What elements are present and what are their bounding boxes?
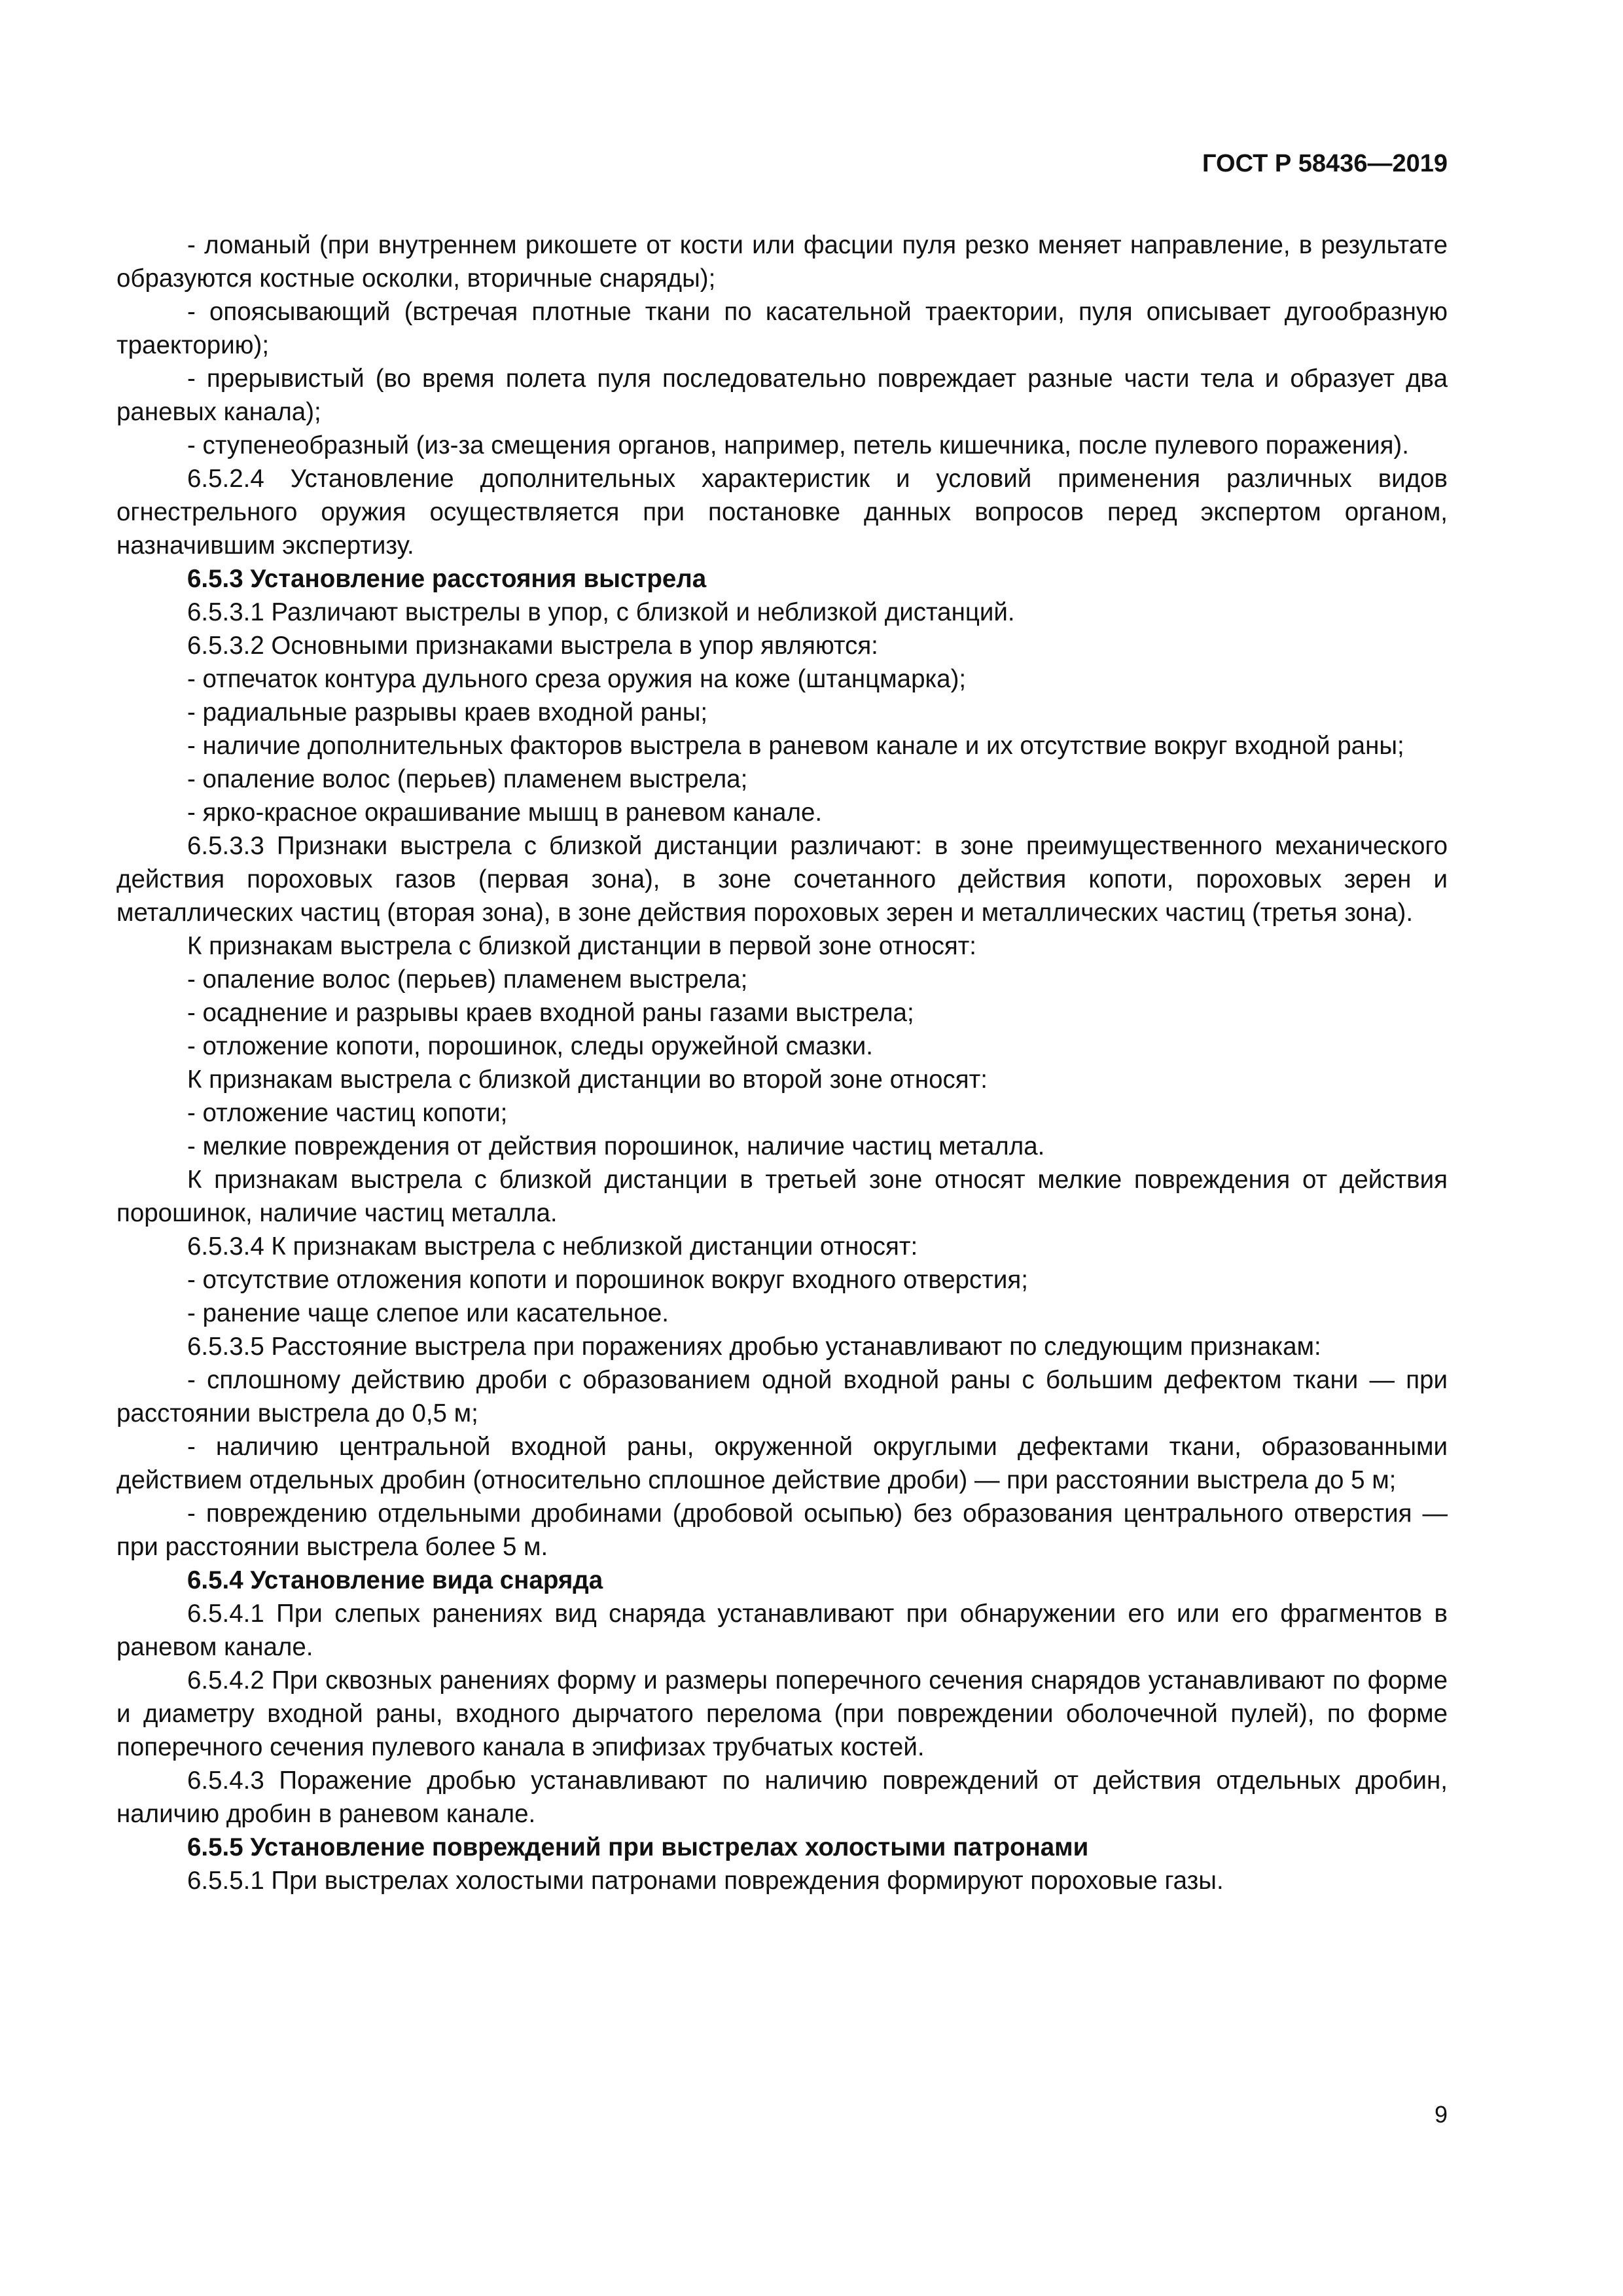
page-number: 9 — [1434, 2101, 1448, 2128]
document-body — [116, 228, 1448, 1897]
paragraph: 6.5.4.3 Поражение дробью устанавливают по наличию повреждений от действия отдельных дробин, наличию дробин в раневом канале. — [116, 1767, 1448, 1828]
paragraph: 6.5.4.1 При слепых ранениях вид снаряда устанавливают при обнаружении его или его фрагментов в раневом канале. — [116, 1600, 1448, 1661]
paragraph: 6.5.2.4 Установление дополнительных характеристик и условий применения различных видов огнестрельного оружия осуществляется при постановке данных вопросов перед экспертом органом, назначившим экспертизу. — [116, 465, 1448, 560]
list-item: - мелкие повреждения от действия порошинок, наличие частиц металла. — [187, 1132, 1045, 1160]
list-item: - сплошному действию дроби с образованием одной входной раны с большим дефектом ткани — при расстоянии выстрела до 0,5 м; — [116, 1366, 1448, 1427]
list-item: - ступенеобразный (из-за смещения органов, например, петель кишечника, после пулевого поражения). — [187, 431, 1409, 459]
list-item: - ранение чаще слепое или касательное. — [187, 1299, 669, 1327]
paragraph: 6.5.3.1 Различают выстрелы в упор, с близкой и неблизкой дистанций. — [187, 598, 1015, 626]
paragraph: 6.5.5.1 При выстрелах холостыми патронами повреждения формируют пороховые газы. — [187, 1867, 1224, 1895]
list-item: - опаление волос (перьев) пламенем выстрела; — [187, 965, 748, 994]
paragraph: К признакам выстрела с близкой дистанции в третьей зоне относят мелкие повреждения от действия порошинок, наличие частиц металла. — [116, 1166, 1448, 1227]
list-item: - наличие дополнительных факторов выстрела в раневом канале и их отсутствие вокруг входной раны; — [187, 732, 1404, 760]
list-item: - осаднение и разрывы краев входной раны газами выстрела; — [187, 999, 914, 1027]
paragraph: К признакам выстрела с близкой дистанции во второй зоне относят: — [187, 1066, 988, 1094]
list-item: - прерывистый (во время полета пуля последовательно повреждает разные части тела и образует два раневых канала); — [116, 365, 1448, 426]
list-item: - отложение частиц копоти; — [187, 1099, 508, 1127]
list-item: - наличию центральной входной раны, окруженной округлыми дефектами ткани, образованными действием отдельных дробин (относительно сплошное действие дроби) — при расстоянии выстрела до 5 м; — [116, 1433, 1448, 1494]
paragraph: 6.5.3.5 Расстояние выстрела при поражениях дробью устанавливают по следующим признакам: — [187, 1333, 1321, 1361]
paragraph: 6.5.3.3 Признаки выстрела с близкой дистанции различают: в зоне преимущественного механического действия пороховых газов (первая зона), в зоне сочетанного действия копоти, пороховых зерен и металлических частиц (вторая зона), в зоне действия пороховых зерен и металлических частиц (третья зона). — [116, 832, 1448, 927]
list-item: - радиальные разрывы краев входной раны; — [187, 698, 708, 726]
list-item: - отложение копоти, порошинок, следы оружейной смазки. — [187, 1032, 873, 1060]
document-code-header: ГОСТ Р 58436—2019 — [1202, 150, 1448, 177]
list-item: - ломаный (при внутреннем рикошете от кости или фасции пуля резко меняет направление, в результате образуются костные осколки, вторичные снаряды); — [116, 231, 1448, 293]
section-heading: 6.5.3 Установление расстояния выстрела — [187, 565, 707, 593]
list-item: - отсутствие отложения копоти и порошинок вокруг входного отверстия; — [187, 1266, 1028, 1294]
list-item: - опоясывающий (встречая плотные ткани по касательной траектории, пуля описывает дугообразную траекторию); — [116, 298, 1448, 359]
section-heading: 6.5.4 Установление вида снаряда — [187, 1566, 603, 1594]
list-item: - ярко-красное окрашивание мышц в раневом канале. — [187, 798, 823, 827]
list-item: - опаление волос (перьев) пламенем выстрела; — [187, 765, 748, 793]
paragraph: 6.5.4.2 При сквозных ранениях форму и размеры поперечного сечения снарядов устанавливают по форме и диаметру входной раны, входного дырчатого перелома (при повреждении оболочечной пулей), по форме поперечного сечения пулевого канала в эпифизах трубчатых костей. — [116, 1666, 1448, 1761]
paragraph: К признакам выстрела с близкой дистанции в первой зоне относят: — [187, 932, 977, 960]
paragraph: 6.5.3.2 Основными признаками выстрела в упор являются: — [187, 632, 878, 660]
paragraph: 6.5.3.4 К признакам выстрела с неблизкой дистанции относят: — [187, 1232, 918, 1261]
list-item: - повреждению отдельными дробинами (дробовой осыпью) без образования центрального отверстия — при расстоянии выстрела более 5 м. — [116, 1499, 1448, 1561]
list-item: - отпечаток контура дульного среза оружия на коже (штанцмарка); — [187, 665, 967, 693]
section-heading: 6.5.5 Установление повреждений при выстрелах холостыми патронами — [187, 1833, 1089, 1861]
